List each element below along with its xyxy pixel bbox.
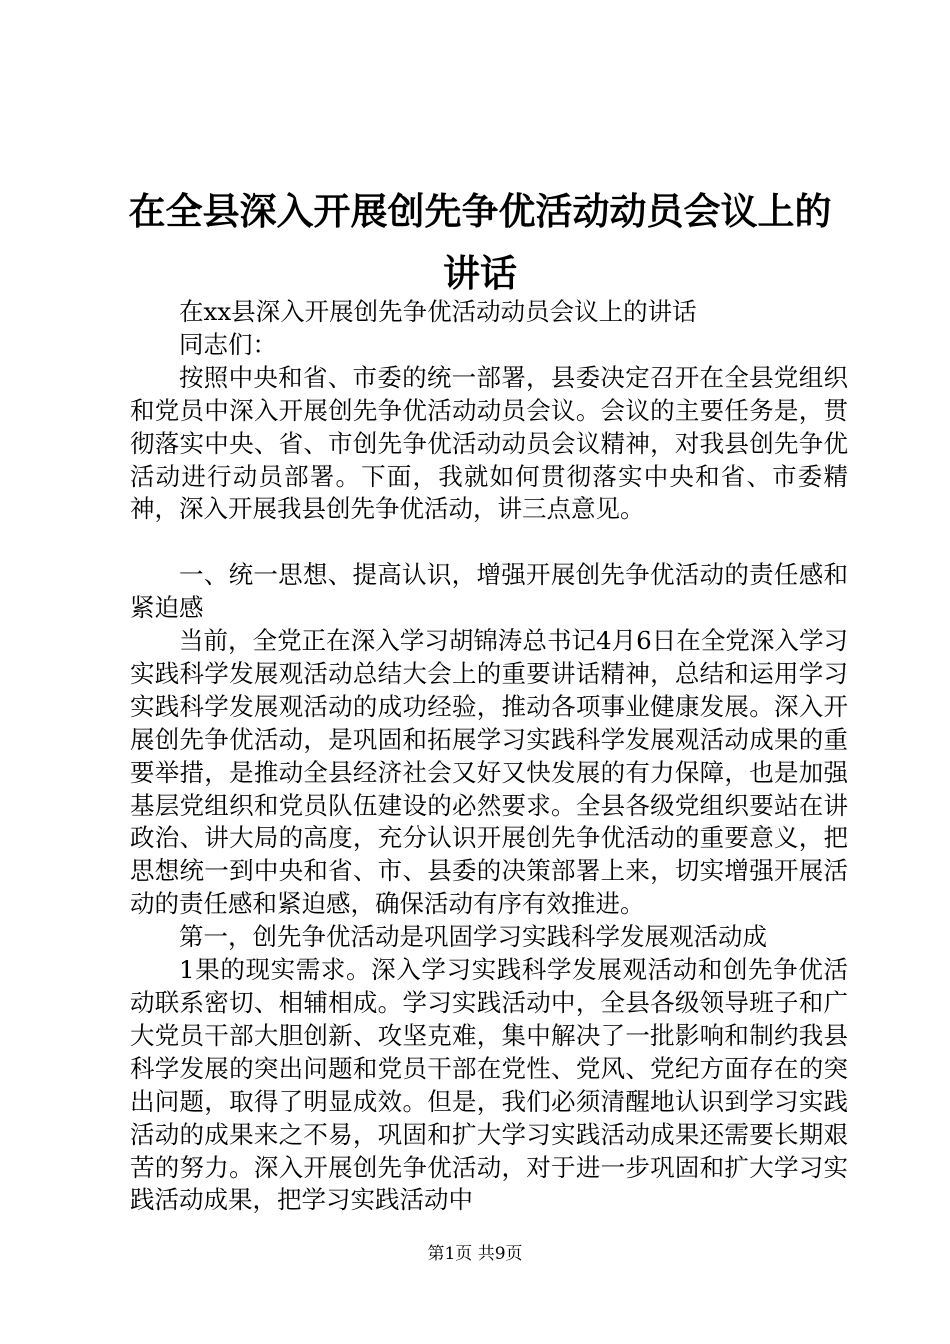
paragraph-body: 1果的现实需求。深入学习实践科学发展观活动和创先争优活动联系密切、相辅相成。学习实践活动中，全县各级领导班子和广大党员干部大胆创新、攻坚克难，集中解决了一批影响和制约我县科学发展的突出问题和党员干部在党性、党风、党纪方面存在的突出问题，取得了明显成效。但是，我们必须清醒地认识到学习实践活动的成果来之不易，巩固和扩大学习实践活动成果还需要长期艰苦的努力。深入开展创先争优活动，对于进一步巩固和扩大学习实践活动成果，把学习实践活动中 xyxy=(130,955,848,1215)
paragraph-subtitle: 在xx县深入开展创先争优活动动员会议上的讲话 xyxy=(179,297,697,326)
page-number-footer: 第1页 共9页 xyxy=(427,1244,523,1264)
paragraph-spacer xyxy=(130,526,848,559)
paragraph-point-one: 第一，创先争优活动是巩固学习实践科学发展观活动成 xyxy=(179,922,767,952)
paragraph-salutation: 同志们： xyxy=(179,329,277,359)
paragraph-intro: 按照中央和省、市委的统一部署，县委决定召开在全县党组织和党员中深入开展创先争优活动动员会议。会议的主要任务是，贯彻落实中央、省、市创先争优活动动员会议精神，对我县创先争优活动进行动员部署。下面，我就如何贯彻落实中央和省、市委精神，深入开展我县创先争优活动，讲三点意见。 xyxy=(130,362,848,524)
paragraph-body: 当前，全党正在深入学习胡锦涛总书记4月6日在全党深入学习实践科学发展观活动总结大会上的重要讲话精神，总结和运用学习实践科学发展观活动的成功经验，推动各项事业健康发展。深入开展创先争优活动，是巩固和拓展学习实践科学发展观活动成果的重要举措，是推动全县经济社会又好又快发展的有力保障，也是加强基层党组织和党员队伍建设的必然要求。全县各级党组织要站在讲政治、讲大局的高度，充分认识开展创先争优活动的重要意义，把思想统一到中央和省、市、县委的决策部署上来，切实增强开展活动的责任感和紧迫感，确保活动有序有效推进。 xyxy=(130,626,848,919)
document-body xyxy=(130,296,848,1217)
paragraph-section-heading: 一、统一思想、提高认识，增强开展创先争优活动的责任感和紧迫感 xyxy=(130,560,848,623)
document-title: 在全县深入开展创先争优活动动员会议上的讲话 xyxy=(128,189,832,295)
